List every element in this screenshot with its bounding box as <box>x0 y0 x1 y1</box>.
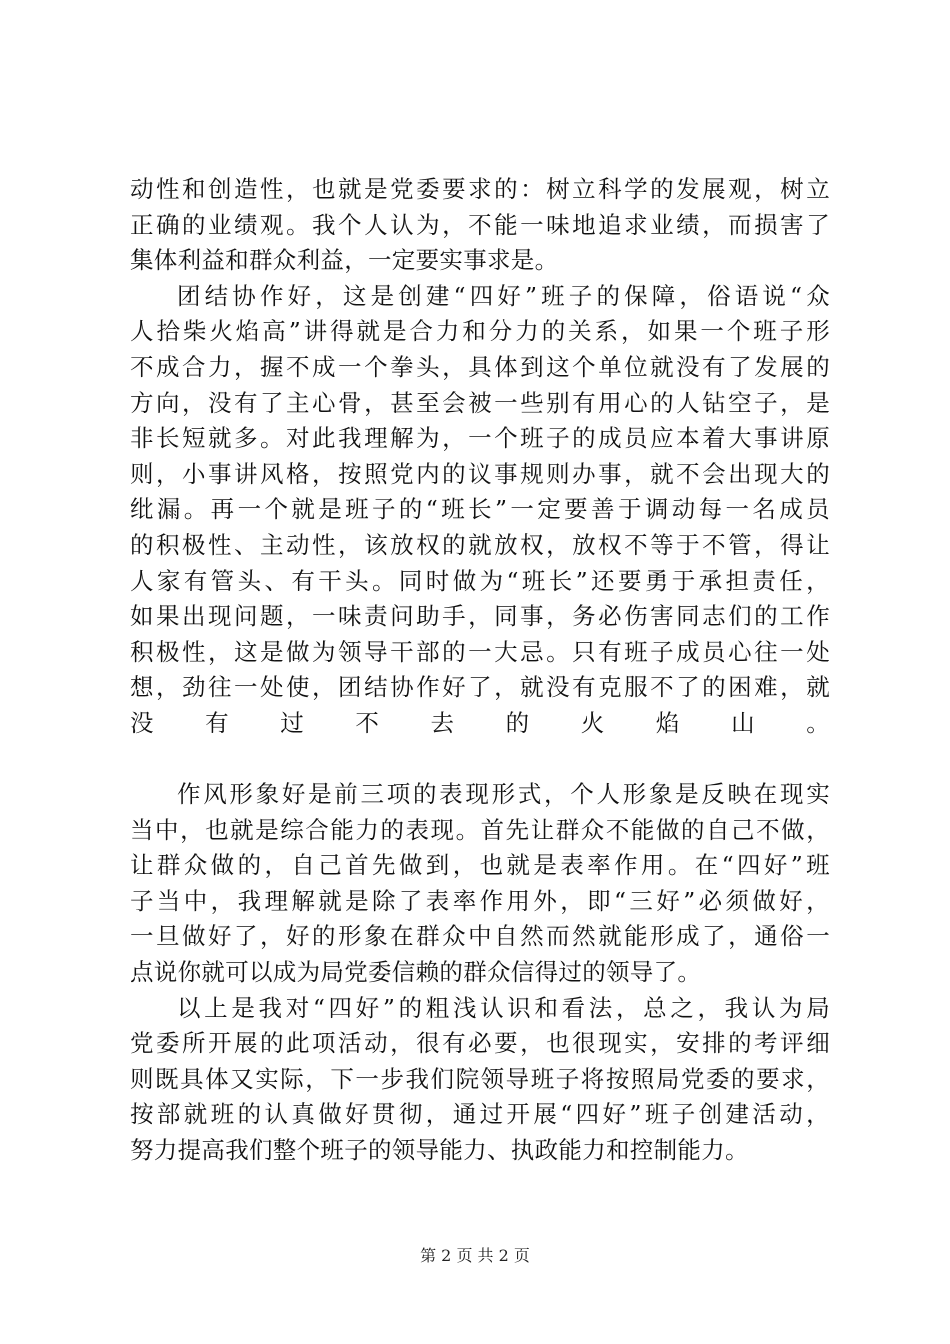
text-line: 子当中，我理解就是除了表率作用外，即“三好”必须做好， <box>130 886 830 915</box>
text-line: 当中，也就是综合能力的表现。首先让群众不能做的自己不做， <box>130 815 830 844</box>
text-line: 集体利益和群众利益，一定要实事求是。 <box>130 246 559 275</box>
page-number-footer: 第 2 页 共 2 页 <box>420 1246 530 1265</box>
text-line: 积极性，这是做为领导干部的一大忌。只有班子成员心往一处 <box>130 637 830 666</box>
text-line: 纰漏。再一个就是班子的“班长”一定要善于调动每一名成员 <box>130 495 830 524</box>
text-line: 方向，没有了主心骨，甚至会被一些别有用心的人钻空子，是 <box>130 388 830 417</box>
text-line: 没有过不去的火焰山。 <box>130 708 830 737</box>
text-line <box>130 742 830 778</box>
paragraph-2 <box>130 279 830 777</box>
text-line: 党委所开展的此项活动，很有必要，也很现实，安排的考评细 <box>130 1029 830 1058</box>
text-line: 如果出现问题，一味责问助手，同事，务必伤害同志们的工作 <box>130 602 830 631</box>
paragraph-4 <box>130 991 830 1169</box>
text-line: 正确的业绩观。我个人认为，不能一味地追求业绩，而损害了 <box>130 210 830 239</box>
document-body <box>130 172 830 1169</box>
text-line: 努力提高我们整个班子的领导能力、执政能力和控制能力。 <box>130 1136 749 1165</box>
text-line: 作风形象好是前三项的表现形式，个人形象是反映在现实 <box>177 780 830 809</box>
text-line: 想，劲往一处使，团结协作好了，就没有克服不了的困难，就 <box>130 673 830 702</box>
text-line: 的积极性、主动性，该放权的就放权，放权不等于不管，得让 <box>130 530 830 559</box>
text-line: 一旦做好了，好的形象在群众中自然而然就能形成了，通俗一 <box>130 922 830 951</box>
text-line: 人拾柴火焰高”讲得就是合力和分力的关系，如果一个班子形 <box>130 317 830 346</box>
paragraph-3 <box>130 777 830 991</box>
text-line: 则，小事讲风格，按照党内的议事规则办事，就不会出现大的 <box>130 459 830 488</box>
text-line: 则既具体又实际，下一步我们院领导班子将按照局党委的要求， <box>130 1064 830 1093</box>
text-line: 不成合力，握不成一个拳头，具体到这个单位就没有了发展的 <box>130 352 830 381</box>
text-line: 以上是我对“四好”的粗浅认识和看法，总之，我认为局 <box>177 993 830 1022</box>
text-line: 让群众做的，自己首先做到，也就是表率作用。在“四好”班 <box>130 851 830 880</box>
text-line: 动性和创造性，也就是党委要求的：树立科学的发展观，树立 <box>130 175 830 203</box>
text-line: 点说你就可以成为局党委信赖的群众信得过的领导了。 <box>130 958 702 987</box>
text-line: 团结协作好，这是创建“四好”班子的保障，俗语说“众 <box>177 281 830 310</box>
text-line: 人家有管头、有干头。同时做为“班长”还要勇于承担责任， <box>130 566 830 595</box>
paragraph-1 <box>130 172 830 279</box>
text-line: 按部就班的认真做好贯彻，通过开展“四好”班子创建活动， <box>130 1100 830 1129</box>
text-line: 非长短就多。对此我理解为，一个班子的成员应本着大事讲原 <box>130 424 830 453</box>
